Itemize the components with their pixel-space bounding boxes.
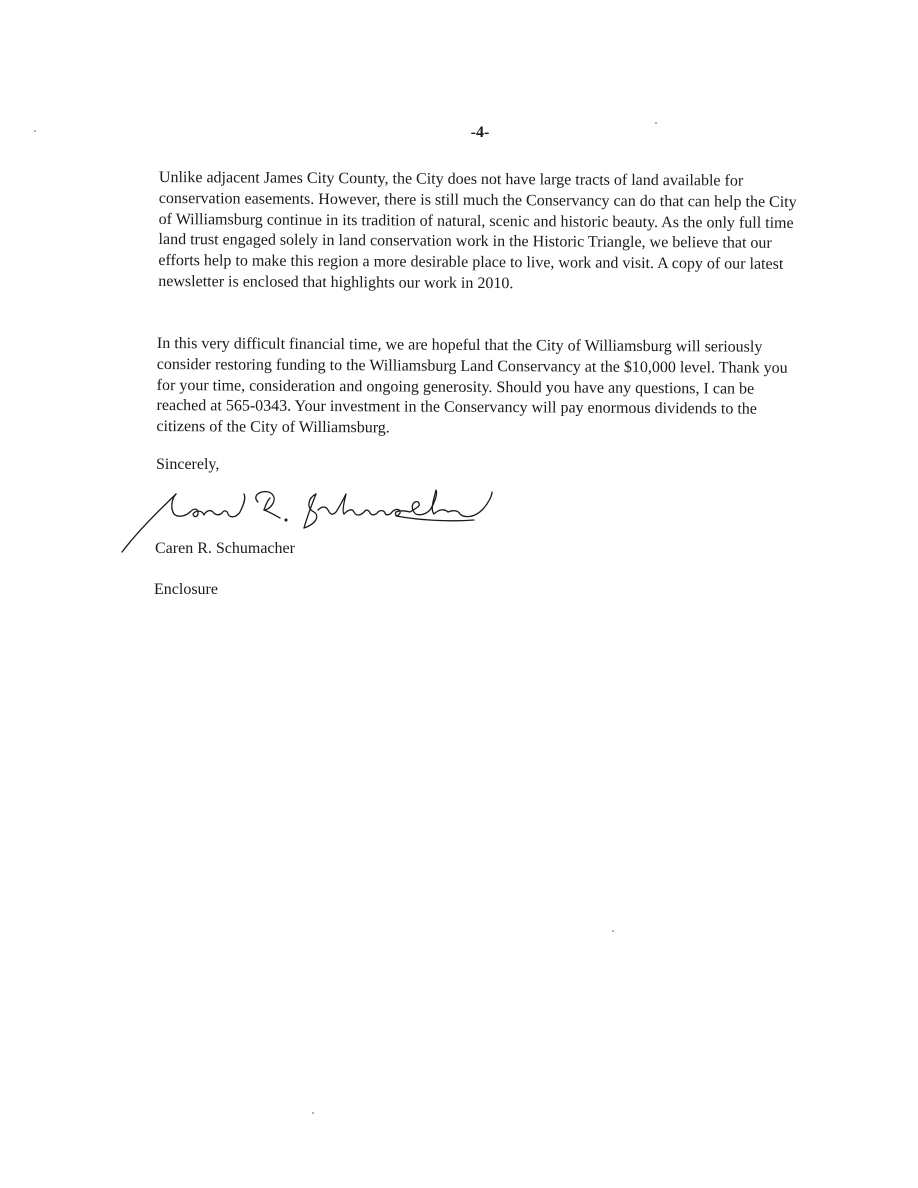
body-paragraph-2: In this very difficult financial time, we are hopeful that the City of Williamsburg will seriously consider restoring funding to the Williamsburg Land Conservancy at the $10,000 level. Thank you for your time, consideration and ongoing generosity. Should you have any questions, I can be reached at 565-0343. Your investment in the Conservancy will pay enormous dividends to the citizens of the City of Williamsburg. [156, 334, 788, 437]
page-number: -4- [470, 124, 490, 141]
body-paragraph-1: Unlike adjacent James City County, the City does not have large tracts of land available for conservation easements. However, there is still much the Conservancy can do that can help the City of Williamsburg continue in its tradition of natural, scenic and historic beauty. As the only full time land trust engaged solely in land conservation work in the Historic Triangle, we believe that our efforts help to make this region a more desirable place to live, work and visit. A copy of our latest newsletter is enclosed that highlights our work in 2010. [158, 168, 797, 293]
enclosure-note: Enclosure [154, 581, 218, 598]
signer-name: Caren R. Schumacher [155, 540, 295, 557]
scan-speck [34, 130, 36, 132]
scan-speck [312, 1112, 314, 1114]
scan-speck [655, 122, 657, 124]
closing-salutation: Sincerely, [156, 456, 220, 473]
scan-speck [612, 930, 614, 932]
